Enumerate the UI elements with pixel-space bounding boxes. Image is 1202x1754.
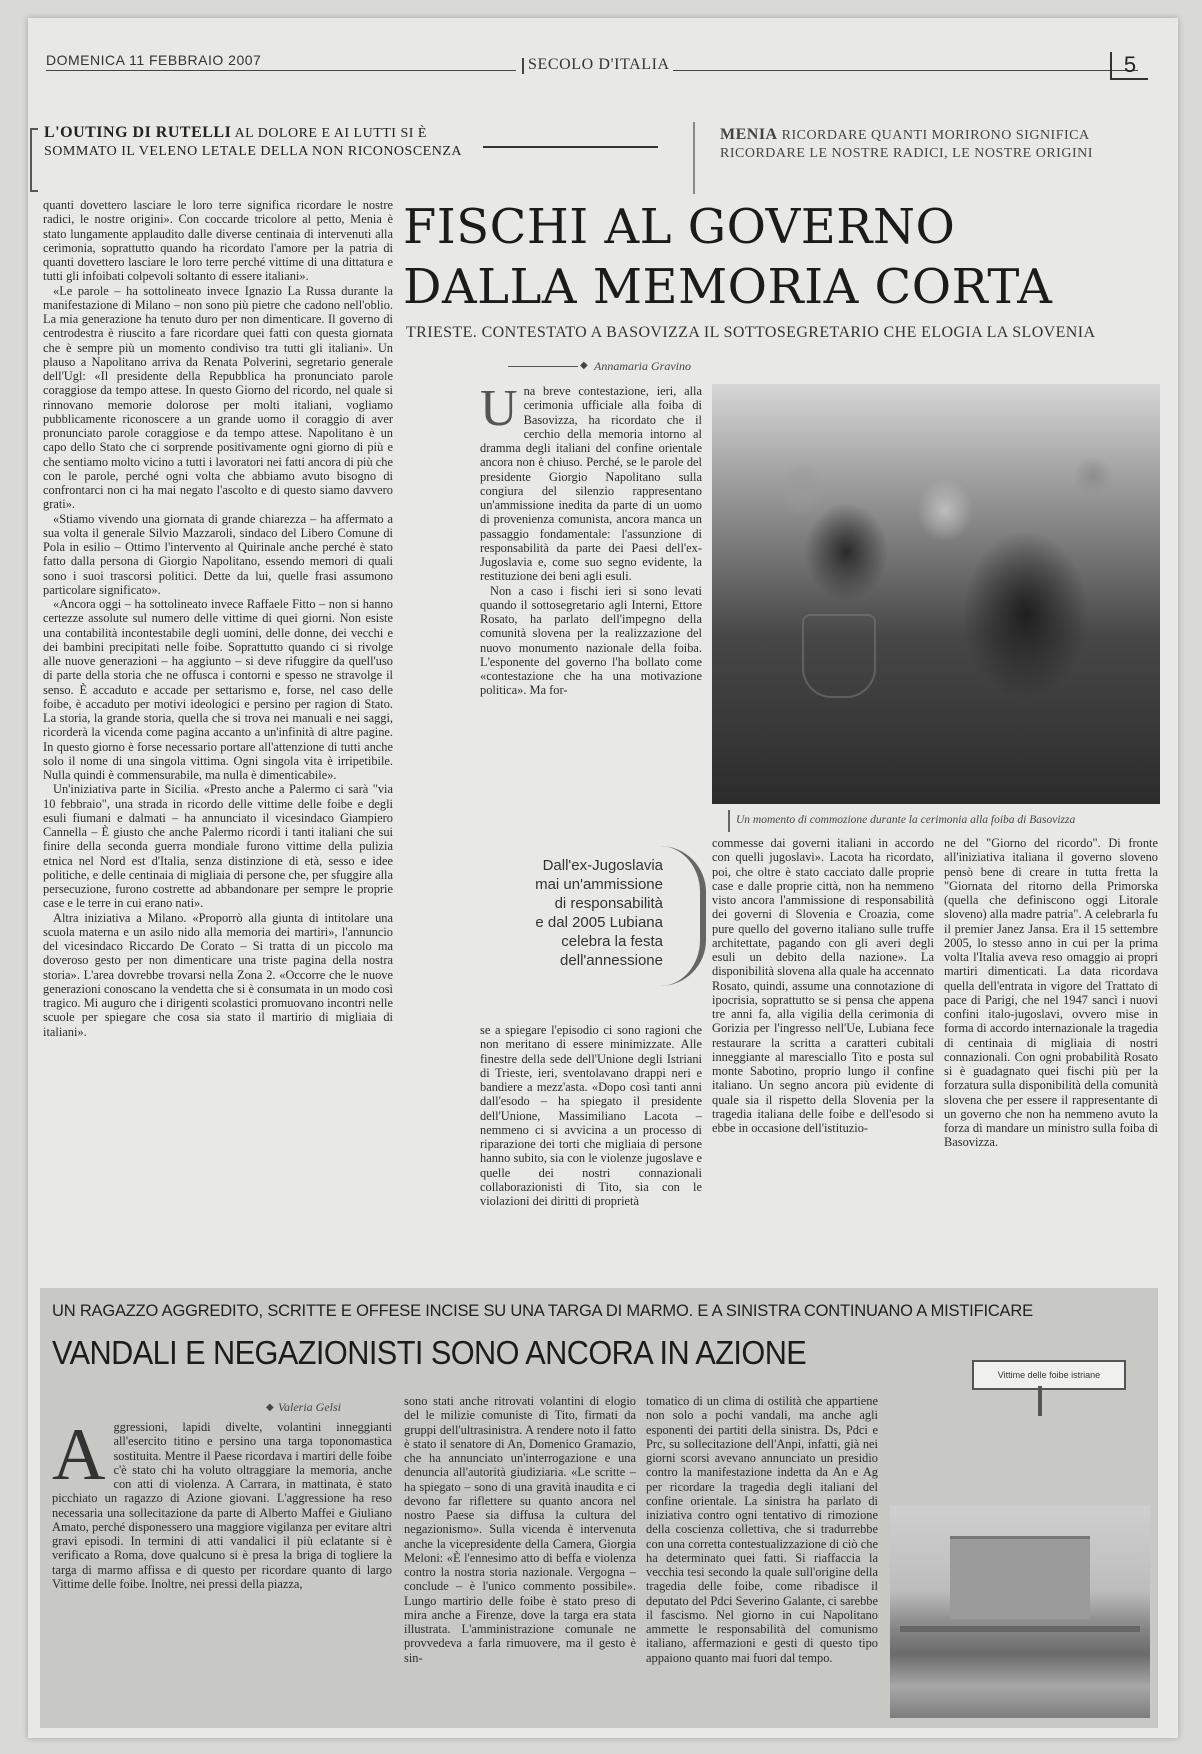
left-paragraph: quanti dovettero lasciare le loro terre significa ricordare le nostre radici, le nostre origini». Con coccarde tricolore al petto, Menia è stato lungamente applaudito dalle diverse centinaia di intervenuti alla cerimonia, soprattutto quando ha ricordato l'amore per la patria di quanti dovettero lasciare le loro terre perché vittime di una dittatura e tutti gli infoibati colpevoli soltanto di essere italiani». [43,198,393,284]
headline-line2: DALLA MEMORIA CORTA [403,259,1053,315]
left-paragraph: Altra iniziativa a Milano. «Proporrò alla giunta di intitolare una scuola materna e un asilo nido alla memoria dei martiri», l'annuncio del vicesindaco Riccardo De Corato – Si tratta di un piccolo ma doveroso gesto per non dimenticare una triste pagina della nostra storia». L'area dovrebbe trovarsi nella Zona 2. «Occorre che le nuove generazioni conoscano la vendetta che si è consumata in un modo così tragico. Mi auguro che i dirigenti scolastici promuovano incontri nelle scuole per spiegare che cosa sia stato il martirio di migliaia di italiani». [43,910,393,1039]
pull-quote-bracket [660,846,706,986]
pull-quote-line: mai un'ammissione [535,876,663,893]
byline-diamond-icon: ◆ [580,360,588,371]
article-col3-text: commesse dai governi italiani in accordo con quelli jugoslavi». Lacota ha ricordato, poi, che oltre è stato cacciato dalle proprie case e dalle proprie città, non ha nemmeno visto ancora l'ammissione di responsabilità dei governi di Slovenia e Croazia, come pure quello del governo italiano sulle truffe architettate, pagando con gli averi degli esuli un debito della nazione». La disponibilità slovena alla quale ha accennato Rosato, quindi, assume una connotazione di ipocrisia, soprattutto se si pensa che appena tre anni fa, alla vigilia della cerimonia di Gorizia per l'ingresso nell'Ue, Lubiana fece restaurare la scritta a caratteri cubitali inneggiante al maresciallo Tito e posta sul monte Sabotino, proprio lungo il confine italiano. Un segno ancora più evidente di quale sia il rispetto della Slovenia per la tragedia italiana delle foibe e dell'esodo si ebbe in occasione dell'istituzio- [712,836,934,1135]
article-col2-text: se a spiegare l'episodio ci sono ragioni che non meritano di essere minimizzate. Alle finestre della sede dell'Unione degli Istriani di Trieste, ieri, sventolavano drappi neri e bandiere a mezz'asta. «Dopo così tanti anni dall'esodo – ha spiegato il presidente dell'Unione, Massimiliano Lacota – nemmeno ci si avvicina a un processo di riparazione dei torti che migliaia di persone hanno subito, sia con le violenze jugoslave e quelle dei nostri connazionali collaborazionisti di Tito, sia con le violazioni dei diritti di proprietà [480,1023,702,1208]
page-number: 5 [1110,52,1148,80]
pull-quote-line: di responsabilità [554,895,663,912]
second-article-headline: VANDALI E NEGAZIONISTI SONO ANCORA IN AZIONE [52,1334,807,1371]
kicker-right-bracket [693,122,699,194]
coat-of-arms-icon [802,614,876,698]
masthead-tick [522,58,524,74]
buildings-photo [890,1506,1150,1718]
second-article-column-3 [646,1394,878,1720]
kicker-right-line1: RICORDARE QUANTI MORIRONO SIGNIFICA [781,128,1090,143]
left-paragraph: Un'iniziativa parte in Sicilia. «Presto anche a Palermo ci sarà "via 10 febbraio", una strada in ricordo delle vittime delle foibe e degli esuli fiumani e dalmati – ha annunciato il vicesindaco Giampiero Cannella – È giusto che anche Palermo ricordi i tanti italiani che sui finire della seconda guerra mondiale furono vittime della pulizia etnica nel Nord est d'Italia, senza distinzione di età, sesso e idee politiche, e delle centinaia di migliaia di persone che, per sfuggire alla persecuzione, furono costrette ad abbandonare per sempre le proprie case e le terre in cui erano nati». [43,782,393,911]
photo-caption: Un momento di commozione durante la cerimonia alla foiba di Basovizza [736,814,1076,826]
second-article-column-2 [404,1394,636,1720]
kicker-left-line1: AL DOLORE E AI LUTTI SI È [234,126,427,141]
dropcap: U [480,384,518,437]
second-col1-text: ggressioni, lapidi divelte, volantini inneggianti all'esercito titino e persino una targa toponomastica sostituita. Mentre il Paese ricordava i martiri delle foibe c'è stato chi ha voluto oltraggiare la memoria, anche con atti di violenza. A Carrara, in mattinata, è stato picchiato un ragazzo di Azione giovani. L'aggressione ha reso necessaria una sollecitazione da parte di Alberto Maffei e Giuliano Amato, perché disponessero una maggiore vigilanza per evitare altri gravi episodi. In termini di atti vandalici il più eclatante si è verificato a Roma, dove qualcuno si è presa la briga di togliere la targa di marmo affissa e di questo per ricordare quanto di largo Vittime delle foibe. Inoltre, nei pressi della piazza, [52,1420,392,1591]
second-col2-text: sono stati anche ritrovati volantini di elogio del le milizie comuniste di Tito, firmati da gruppi dell'ultrasinistra. A rendere noto il fatto è stato il senatore di An, Domenico Gramazio, che ha annunciato un'interrogazione e una denuncia all'autorità giudiziaria. «Le scritte – ha spiegato – sono di una gravità inaudita e ci devono far riflettere su quanto ancora nel nostro Paese sia diffusa la cultura del negazionismo». Sulla vicenda è intervenuta anche la vicepresidente della Camera, Giorgia Meloni: «È l'ennesimo atto di beffa e violenza contro la nostra storia nazionale. Vergogna – conclude – è l'unico commento possibile». Lungo martirio delle foibe è stato preso di mira anche a Firenze, dove la targa era stata illustrata. L'amministrazione comunale ne provvedeva a farla rimuovere, ma il gesto è sin- [404,1394,636,1665]
pull-quote-line: Dall'ex-Jugoslavia [542,857,663,874]
left-column [43,198,393,1273]
ceremony-photo [712,384,1160,804]
building-shape [950,1536,1090,1619]
kicker-left-title: L'OUTING DI RUTELLI [44,124,232,141]
pull-quote-line: e dal 2005 Lubiana [535,914,663,931]
subheadline: TRIESTE. CONTESTATO A BASOVIZZA IL SOTTOSEGRETARIO CHE ELOGIA LA SLOVENIA [406,324,1096,341]
headline-line1: FISCHI AL GOVERNO [403,199,956,255]
second-article-byline: Valeria Gelsi [278,1400,341,1414]
kicker-right-line2: RICORDARE LE NOSTRE RADICI, LE NOSTRE ORIGINI [720,146,1093,161]
newspaper-page [28,18,1178,1738]
left-paragraph: «Stiamo vivendo una giornata di grande chiarezza – ha affermato a sua volta il generale Silvio Mazzaroli, sindaco del Libero Comune di Pola in esilio – Ottimo l'intervento al Quirinale anche perché è stato fatto dalla persona di Giorgio Napolitano, essendo memori di quali sono i suoi trascorsi politici. Dette da lui, quelle frasi assumono particolare significato». [43,511,393,597]
second-col3-text: tomatico di un clima di ostilità che appartiene non solo a pochi vandali, ma anche agli esponenti dei partiti della sinistra. Ds, Pdci e Prc, su sollecitazione dell'Anpi, infatti, già nei giorni scorsi avevano annunciato un presidio contro la manifestazione indetta da An e Ag per ricordare la tragedia degli italiani del confine orientale. La sinistra ha parlato di iniziativa contro ogni tentativo di rimozione della coscienza collettiva, che si tradurrebbe con una corretta contestualizzazione di ciò che ha determinato quei fatti. Si riaffaccia la vecchia tesi secondo la quale sull'origine della tragedia delle foibe, come ribadisce il deputato del Pdci Severino Galante, ci sarebbe il fascismo. Nel giorno in cui Napolitano ammette le responsabilità del comunismo italiano, affermazioni e gesti di questo tipo appaiono quanto mai fuori dal tempo. [646,1394,878,1665]
kicker-right [720,126,1140,163]
article-column-1 [480,384,702,834]
kicker-divider [483,146,658,148]
masthead-rule-left [46,70,516,71]
pull-quote-line: dell'annessione [560,952,663,969]
article-col1-text: na breve contestazione, ieri, alla cerimonia ufficiale alla foiba di Basovizza, ha ricordato che il cerchio della memoria intorno al dramma degli italiani del confine orientale ancora non è chiuso. Perché, se le parole del presidente Giorgio Napolitano sulla congiura del silenzio rappresentano un'ammissione inedita da parte di un uomo di provenienza comunista, ancora manca un passaggio fondamentale: l'assunzione di responsabilità da parte dei Paesi dell'ex-Jugoslavia e, come suo segno evidente, la restituzione dei beni agli esuli. [480,384,702,584]
kicker-left [44,124,494,161]
article-column-4 [944,836,1158,1273]
street-sign-pole [1038,1386,1042,1416]
article-col4-text: ne del "Giorno del ricordo". Di fronte all'iniziativa italiana il governo sloveno pensò bene di creare in tutta fretta la "Giornata del ritorno della Primorska (quella che definiscono oggi Litorale sloveno) alla madre patria". A celebrarla fu il premier Janez Jansa. Era il 15 settembre 2005, lo stesso anno in cui per la prima volta l'Italia aveva reso omaggio ai propri martiri dimenticati. La data ricordava quella dell'entrata in vigore del Trattato di pace di Parigi, che nel 1947 sancì i nuovi confini italo-jugoslavi, ovvero mise in forma di accordo internazionale la tragedia di centinaia di migliaia di nostri connazionali. Con ogni probabilità Rosato si è guadagnato quei fischi più per la forzatura sulla disponibilità della comunità slovena che per essere il rappresentante di un governo che non ha nemmeno avuto la forza di mandare un ministro sulla foiba di Basovizza. [944,836,1158,1150]
left-paragraph: «Ancora oggi – ha sottolineato invece Raffaele Fitto – non si hanno certezze assolute sul numero delle vittime di quei giorni. Non esiste una contabilità incontestabile degli uomini, delle donne, dei vecchi e dei bambini precipitati nelle foibe. Soprattutto quando ci si rivolge alle nuove generazioni – ha aggiunto – si deve rifuggire da quell'uso di parte della storia che ne offusca i contorni e spesso ne stravolge il senso. È accaduto e accade per settarismo e, forse, nel caso delle foibe, è accaduto per motivi ideologici e persino per ragion di Stato. La storia, la grande storia, quella che si trova nei manuali e nei saggi, ricorderà la vicenda come pagina accanto a un'infinità di altre pagine. In questo giorno è forse necessario portare all'attenzione di tutti anche solo il nome di una singola vittima. Ogni singola vita è irripetibile. Nulla quindi è commensurabile, ma nulla è dimenticabile». [43,597,393,782]
page-date: DOMENICA 11 FEBBRAIO 2007 [46,52,262,68]
article-col1-text2: Non a caso i fischi ieri si sono levati quando il sottosegretario agli Interni, Ettore Rosato, ha parlato dell'impegno della comunità slovena per la realizzazione del nuovo monumento nazionale della foiba. L'esponente del governo l'ha bollato come «contestazione che ha una motivazione politica». Ma for- [480,583,702,698]
byline2-diamond-icon: ◆ [266,1402,274,1413]
second-article-column-1 [52,1420,392,1720]
byline: Annamaria Gravino [594,359,691,373]
street-sign: Vittime delle foibe istriane [972,1360,1126,1390]
masthead-rule-right [673,70,1138,71]
kicker-left-line2: SOMMATO IL VELENO LETALE DELLA NON RICONOSCENZA [44,144,462,159]
caption-rule [728,810,730,832]
kicker-right-title: MENIA [720,126,778,143]
pull-quote [483,856,663,970]
second-article-kicker: UN RAGAZZO AGGREDITO, SCRITTE E OFFESE INCISE SU UNA TARGA DI MARMO. E A SINISTRA CONTINUANO A MISTIFICARE [52,1302,1033,1320]
left-paragraph: «Le parole – ha sottolineato invece Ignazio La Russa durante la manifestazione di Milano – non sono più pietre che cadono nell'oblio. La mia generazione ha tenuto duro per non dimenticare. Il governo di centrodestra è riuscito a fare ricordare quei fatti con questa giornata che è sempre più un momento condiviso tra tutti gli italiani». Un plauso a Napolitano arriva da Renata Polverini, segretario generale dell'Ugl: «Il presidente della Repubblica ha pronunciato parole coraggiose da tempo attese. In questo Giorno del ricordo, nel quale si rinnovano memorie dolorose per molti italiani, vogliamo pubblicamente riconoscere a un grande uomo il coraggio di aver pronunciato parole coraggiose e da tempo attese. Napolitano è un capo dello Stato che ci sorprende positivamente ogni giorno di più e che sentiamo molto vicino a tutti i lavoratori nei fatti ancora di più che con le parole, perché ogni volta che abbiamo avuto bisogno di confrontarci non ci ha mai negato l'ascolto e di questo siamo davvero grati». [43,283,393,512]
article-column-3 [712,836,934,1273]
dropcap: A [52,1420,106,1496]
pull-quote-line: celebra la festa [561,933,663,950]
article-column-2 [480,1023,702,1273]
kicker-left-bracket [30,128,38,192]
railing-shape [900,1626,1140,1632]
paper-name: SECOLO D'ITALIA [528,56,670,73]
byline-rule [508,366,578,367]
